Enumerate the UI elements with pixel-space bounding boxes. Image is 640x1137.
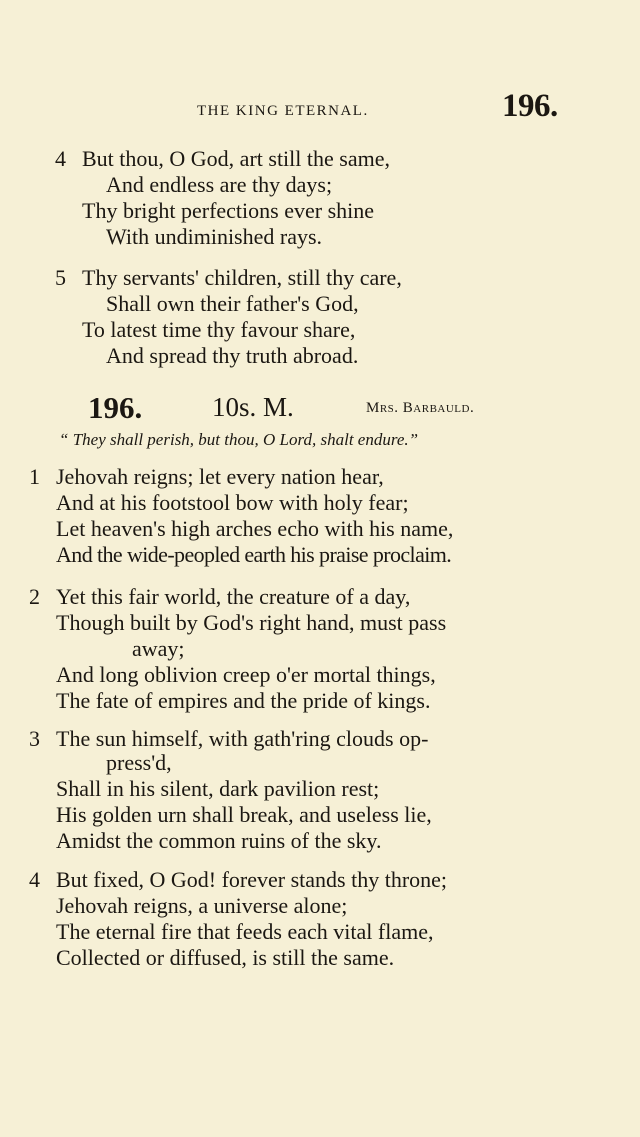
stanza-number: 1 — [29, 464, 40, 489]
verse-line: Jehovah reigns, a universe alone; — [56, 893, 348, 918]
verse-line: And endless are thy days; — [106, 172, 333, 197]
hymn-author: Mrs. Barbauld. — [366, 400, 475, 416]
verse-line: Thy bright perfections ever shine — [82, 198, 375, 223]
verse-line: His golden urn shall break, and useless lie, — [56, 802, 432, 827]
stanza-number: 5 — [55, 265, 66, 290]
verse-line: Shall in his silent, dark pavilion rest; — [56, 776, 380, 801]
verse-line: Jehovah reigns; let every nation hear, — [56, 464, 384, 489]
stanza-number: 3 — [29, 726, 40, 751]
stanza-number: 4 — [55, 146, 66, 171]
verse-line: Collected or diffused, is still the same. — [56, 945, 395, 970]
stanza-number: 2 — [29, 584, 40, 609]
running-title: THE KING ETERNAL. — [197, 103, 369, 119]
hymn-number: 196. — [88, 390, 143, 425]
page-number: 196. — [502, 88, 558, 124]
verse-line: Amidst the common ruins of the sky. — [56, 828, 382, 853]
verse-line: Yet this fair world, the creature of a day, — [56, 584, 411, 609]
verse-line: And at his footstool bow with holy fear; — [56, 490, 409, 515]
verse-line: But thou, O God, art still the same, — [82, 146, 390, 171]
verse-line: The fate of empires and the pride of kings. — [56, 688, 431, 713]
hymn-meter: 10s. M. — [212, 392, 294, 422]
verse-line: Shall own their father's God, — [106, 291, 359, 316]
verse-line: The eternal fire that feeds each vital flame, — [56, 919, 434, 944]
verse-line: And the wide-peopled earth his praise proclaim. — [56, 542, 452, 567]
verse-line: press'd, — [106, 750, 172, 775]
verse-line: The sun himself, with gath'ring clouds op- — [56, 726, 429, 751]
verse-line: To latest time thy favour share, — [82, 317, 356, 342]
stanza-number: 4 — [29, 867, 40, 892]
verse-line: With undiminished rays. — [106, 224, 323, 249]
verse-line: away; — [132, 636, 185, 661]
verse-line: And long oblivion creep o'er mortal things, — [56, 662, 436, 687]
verse-line: Thy servants' children, still thy care, — [82, 265, 402, 290]
verse-line: And spread thy truth abroad. — [106, 343, 359, 368]
verse-line: Though built by God's right hand, must pass — [56, 610, 447, 635]
verse-line: But fixed, O God! forever stands thy throne; — [56, 867, 448, 892]
verse-line: Let heaven's high arches echo with his name, — [56, 516, 454, 541]
epigraph: “ They shall perish, but thou, O Lord, shalt endure.” — [59, 430, 419, 449]
